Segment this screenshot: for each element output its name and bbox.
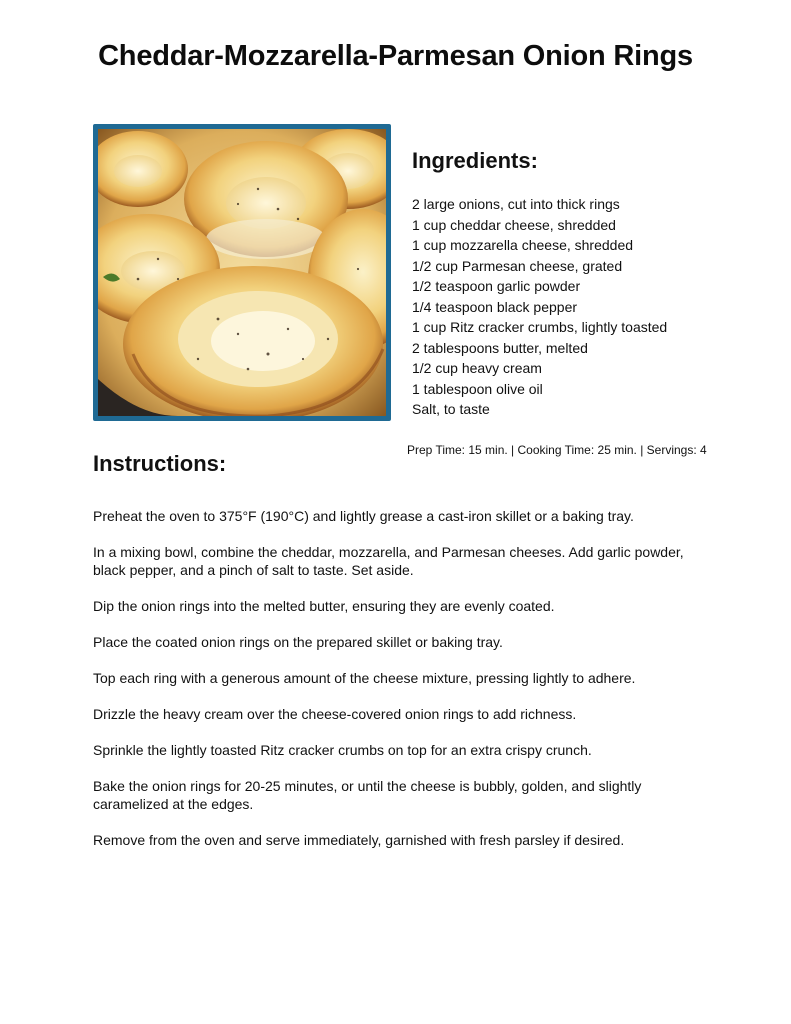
instructions-list bbox=[93, 507, 713, 867]
instruction-step: Place the coated onion rings on the prepared skillet or baking tray. bbox=[93, 634, 503, 650]
ingredients-heading: Ingredients: bbox=[412, 148, 538, 173]
ingredient-item: 1 cup mozzarella cheese, shredded bbox=[412, 237, 634, 253]
instruction-step: Remove from the oven and serve immediately, garnished with fresh parsley if desired. bbox=[93, 832, 625, 848]
ingredient-item: 1/2 cup Parmesan cheese, grated bbox=[412, 257, 623, 274]
instruction-step: Preheat the oven to 375°F (190°C) and lightly grease a cast-iron skillet or a baking tray. bbox=[93, 508, 634, 524]
ingredient-item: 1 cup Ritz cracker crumbs, lightly toasted bbox=[412, 319, 668, 335]
instruction-step: Drizzle the heavy cream over the cheese-covered onion rings to add richness. bbox=[93, 706, 577, 722]
instruction-step: Sprinkle the lightly toasted Ritz cracker crumbs on top for an extra crispy crunch. bbox=[93, 742, 592, 758]
instruction-step: Dip the onion rings into the melted butter, ensuring they are evenly coated. bbox=[93, 598, 555, 614]
ingredient-item: 1/2 teaspoon garlic powder bbox=[412, 278, 581, 294]
instruction-step: In a mixing bowl, combine the cheddar, mozzarella, and Parmesan cheeses. Add garlic powder, black pepper, and a pinch of salt to taste. Set aside. bbox=[93, 544, 684, 578]
recipe-photo bbox=[93, 124, 391, 421]
ingredient-item: 1/4 teaspoon black pepper bbox=[412, 298, 578, 315]
ingredient-item: 2 large onions, cut into thick rings bbox=[412, 196, 620, 212]
onion-rings-image bbox=[98, 129, 386, 416]
ingredients-list bbox=[412, 194, 752, 420]
ingredient-item: 1 cup cheddar cheese, shredded bbox=[412, 216, 616, 233]
ingredient-item: 1/2 cup heavy cream bbox=[412, 360, 542, 376]
recipe-meta: Prep Time: 15 min. | Cooking Time: 25 min. | Servings: 4 bbox=[407, 443, 707, 457]
instructions-heading: Instructions: bbox=[93, 451, 227, 476]
instruction-step: Bake the onion rings for 20-25 minutes, or until the cheese is bubbly, golden, and slightly caramelized at the edges. bbox=[93, 778, 642, 812]
ingredient-item: 1 tablespoon olive oil bbox=[412, 380, 543, 397]
ingredient-item: Salt, to taste bbox=[412, 401, 490, 417]
instruction-step: Top each ring with a generous amount of the cheese mixture, pressing lightly to adhere. bbox=[93, 670, 636, 686]
ingredient-item: 2 tablespoons butter, melted bbox=[412, 339, 588, 356]
ingredients-section bbox=[412, 148, 752, 420]
recipe-title: Cheddar-Mozzarella-Parmesan Onion Rings bbox=[98, 40, 693, 72]
